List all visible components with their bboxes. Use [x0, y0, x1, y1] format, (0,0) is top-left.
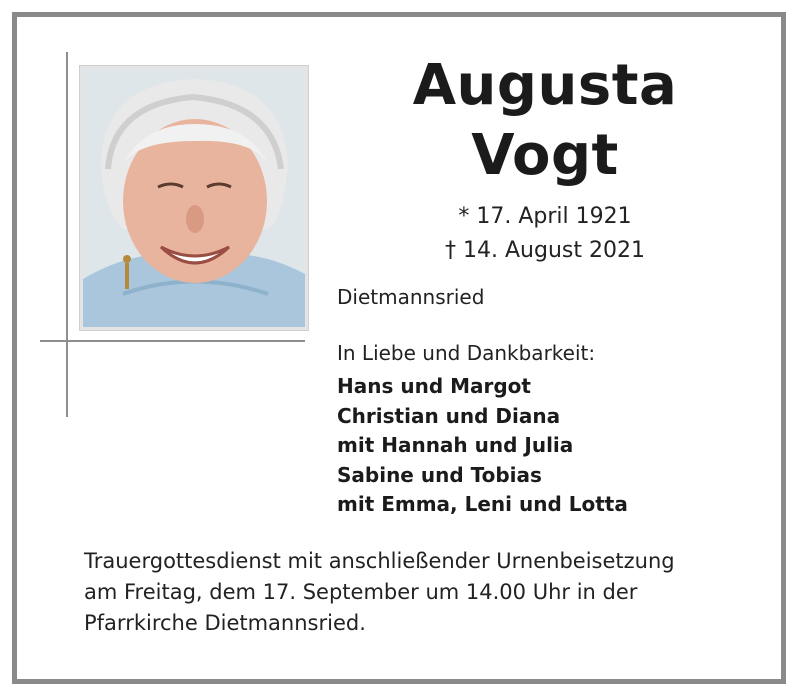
cross-horizontal-line	[40, 340, 305, 342]
service-line: Trauergottesdienst mit anschließender Urnenbeisetzung	[84, 549, 675, 573]
mourners-list	[337, 372, 628, 520]
deceased-last-name: Vogt	[471, 123, 619, 188]
mourner-line: Christian und Diana	[337, 403, 561, 428]
service-line: Pfarrkirche Dietmannsried.	[84, 611, 366, 635]
death-date: † 14. August 2021	[445, 238, 645, 263]
portrait-photo	[80, 66, 308, 330]
deceased-first-name: Augusta	[412, 53, 678, 118]
birth-date: * 17. April 1921	[458, 204, 632, 229]
service-line: am Freitag, dem 17. September um 14.00 Uhr in der	[84, 580, 638, 604]
mourner-line: mit Emma, Leni und Lotta	[337, 492, 628, 516]
portrait-illustration	[83, 69, 305, 327]
mourners-intro: In Liebe und Dankbarkeit:	[337, 341, 596, 365]
mourner-line: mit Hannah und Julia	[337, 433, 574, 457]
service-notice	[84, 546, 744, 639]
place-name: Dietmannsried	[337, 285, 485, 309]
mourner-line: Hans und Margot	[337, 374, 531, 398]
cross-vertical-line	[66, 52, 68, 417]
mourner-line: Sabine und Tobias	[337, 462, 542, 487]
